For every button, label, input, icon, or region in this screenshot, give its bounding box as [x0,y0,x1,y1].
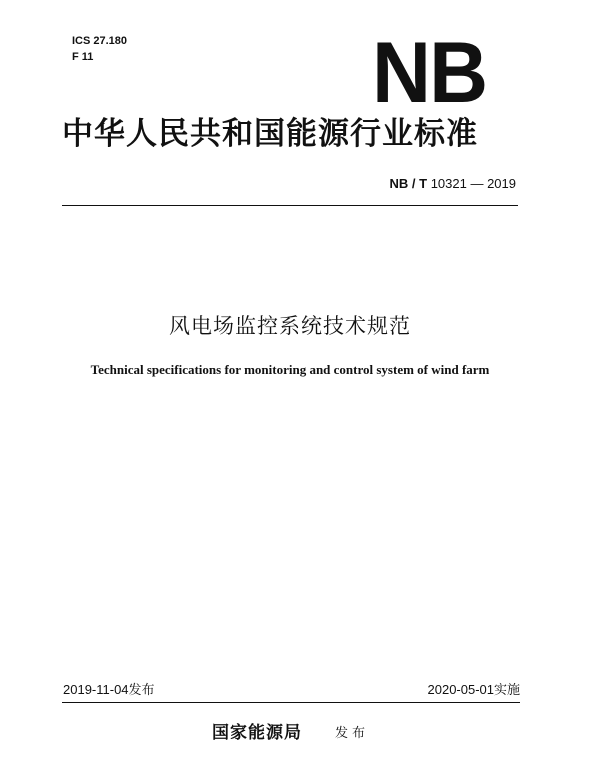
document-title-en: Technical specifications for monitoring and control system of wind farm [90,362,490,377]
footer-divider [62,702,520,703]
publisher: 国家能源局 [212,723,302,743]
document-title-zh: 风电场监控系统技术规范 [169,314,411,338]
header-divider [62,205,518,206]
standard-number-value: 10321 — 2019 [430,176,516,191]
ics-code: ICS 27.180 [72,35,128,47]
standard-code: NB / T [389,176,428,191]
standard-category-title: 中华人民共和国能源行业标准 [62,116,478,152]
implementation-date: 2020-05-01实施 [427,682,520,697]
publish-label: 发布 [335,726,370,741]
ccs-code: F 11 [72,51,94,63]
classification-codes [72,33,127,65]
standard-number [390,176,516,192]
issue-date: 2019-11-04发布 [63,682,155,697]
nb-logo: NB [372,25,487,121]
